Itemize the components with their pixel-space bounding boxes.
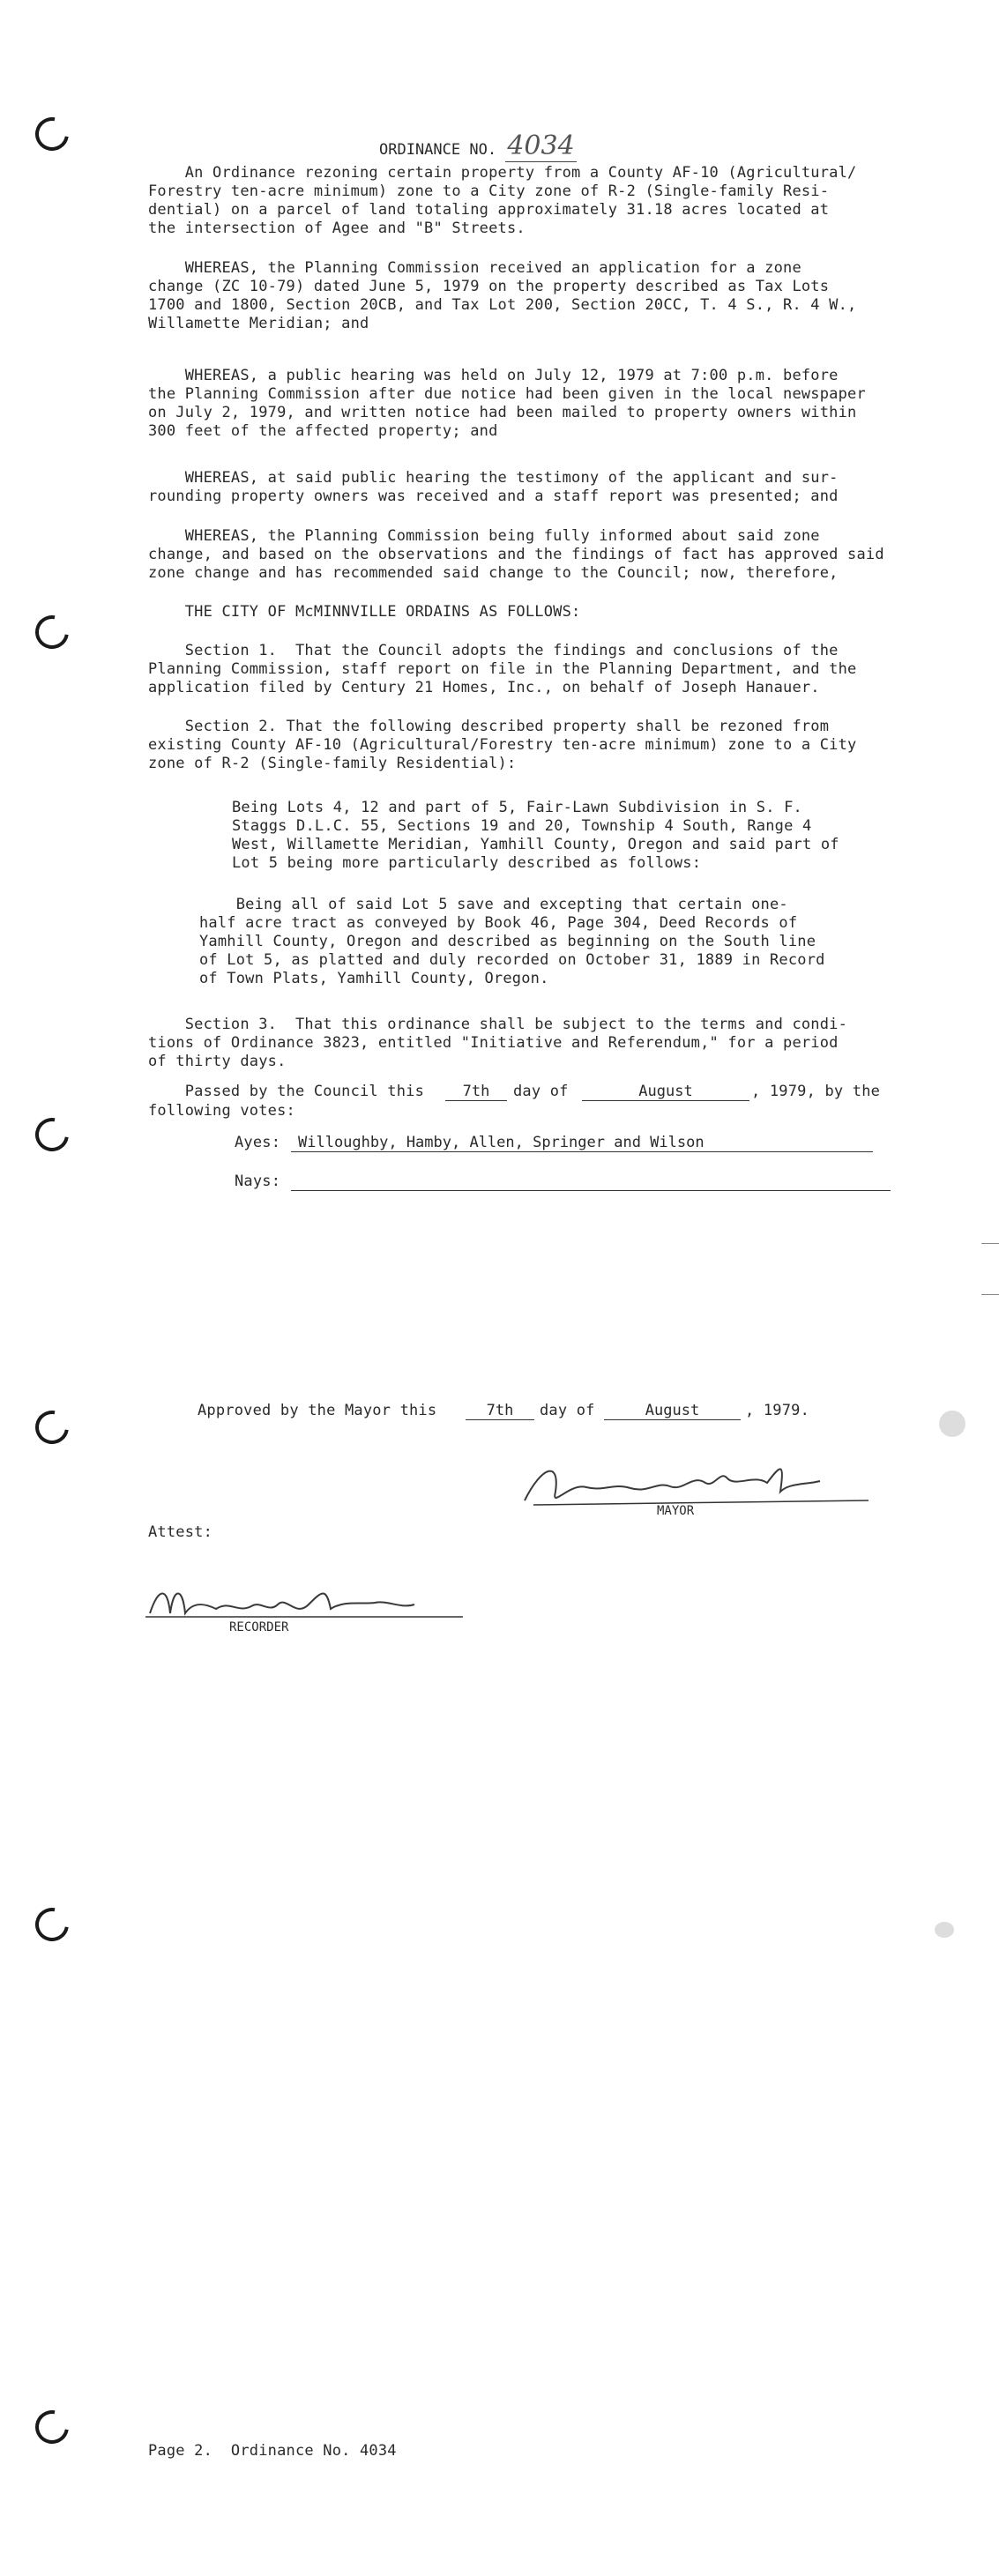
- ayes-label: Ayes:: [235, 1134, 281, 1151]
- scan-edge-line: [981, 1243, 999, 1244]
- passage-day-of: day of: [513, 1083, 569, 1100]
- binder-hole-3: [29, 1112, 76, 1158]
- attest-label: Attest:: [148, 1523, 213, 1541]
- passage-prefix: Passed by the Council this: [148, 1083, 425, 1100]
- binder-hole-5: [29, 1902, 76, 1948]
- ordinance-title: [379, 130, 577, 162]
- ordinance-number-handwritten: 4034: [507, 130, 575, 161]
- passage-votes-line: following votes:: [148, 1102, 295, 1120]
- legal-description-1: Being Lots 4, 12 and part of 5, Fair-Lawn Subdivision in S. F. Staggs D.L.C. 55, Sections 19 and 20, Township 4 South, Range 4 West, Willamette Meridian, Yamhill County, Oregon and said part of Lot 5 being more particularly described as follows:: [232, 799, 839, 872]
- approval-day-of: day of: [540, 1402, 595, 1419]
- section-2: Section 2. That the following described property shall be rezoned from existing County AF-10 (Agricultural/Forestry ten-acre minimum) zone to a City zone of R-2 (Single-family Residential):: [148, 718, 857, 772]
- mayor-signature-scrawl: [516, 1456, 877, 1518]
- legal-description-2: Being all of said Lot 5 save and excepting that certain one- half acre tract as conveyed by Book 46, Page 304, Deed Records of Yamhill County, Oregon and described as beginning on the South line of Lot 5, as platted and duly recorded on October 31, 1889 in Record of Town Plats, Yamhill County, Oregon.: [199, 896, 825, 987]
- mayor-label: MAYOR: [657, 1504, 695, 1518]
- section-1: Section 1. That the Council adopts the findings and conclusions of the Planning Commission, staff report on file in the Planning Department, and the application filed by Century 21 Homes, Inc., on behalf of Joseph Hanauer.: [148, 642, 857, 696]
- whereas-paragraph-4: WHEREAS, the Planning Commission being fully informed about said zone change, and based on the observations and the findings of fact has approved said zone change and has recommended said change to the Council; now, therefore,: [148, 527, 884, 582]
- passage-day-field: 7th: [445, 1083, 507, 1101]
- recorder-label: RECORDER: [229, 1620, 289, 1634]
- whereas-paragraph-2: WHEREAS, a public hearing was held on July 12, 1979 at 7:00 p.m. before the Planning Commission after due notice had been given in the local newspaper on July 2, 1979, and written notice had been mailed to property owners within 300 feet of the affected property; and: [148, 367, 866, 440]
- mayor-signature: [516, 1456, 877, 1527]
- approval-month-field: August: [604, 1402, 741, 1420]
- scan-speck: [935, 1922, 954, 1938]
- passage-month-field: August: [582, 1083, 749, 1101]
- section-3: Section 3. That this ordinance shall be subject to the terms and condi- tions of Ordinance 3823, entitled "Initiative and Referendum," for a period of thirty days.: [148, 1016, 848, 1070]
- approval-prefix: Approved by the Mayor this: [198, 1402, 437, 1419]
- binder-hole-2: [29, 609, 76, 656]
- approval-day-field: 7th: [466, 1402, 534, 1420]
- ayes-field: [291, 1134, 873, 1152]
- scan-speck: [939, 1411, 965, 1437]
- ordinance-title-prefix: ORDINANCE NO.: [379, 141, 497, 159]
- binder-hole-4: [29, 1404, 76, 1451]
- nays-label: Nays:: [235, 1173, 281, 1190]
- nays-field: [291, 1173, 891, 1191]
- page-footer: Page 2. Ordinance No. 4034: [148, 2442, 397, 2460]
- binder-hole-6: [29, 2404, 76, 2451]
- passage-year: , 1979, by the: [751, 1083, 881, 1100]
- whereas-paragraph-1: WHEREAS, the Planning Commission received an application for a zone change (ZC 10-79) dated June 5, 1979 on the property described as Tax Lots 1700 and 1800, Section 20CB, and Tax Lot 200, Section 20CC, T. 4 S., R. 4 W., Willamette Meridian; and: [148, 259, 857, 332]
- scan-edge-line: [981, 1294, 999, 1295]
- approval-year: , 1979.: [745, 1402, 810, 1419]
- recorder-signature-scrawl: [145, 1578, 472, 1631]
- intro-paragraph: An Ordinance rezoning certain property from a County AF-10 (Agricultural/ Forestry ten-acre minimum) zone to a City zone of R-2 (Single-family Resi- dential) on a parcel of land totaling approximately 31.18 acres located at the intersection of Agee and "B" Streets.: [148, 164, 857, 237]
- recorder-signature: [145, 1578, 472, 1640]
- binder-hole-1: [29, 111, 76, 158]
- ordains-heading: THE CITY OF McMINNVILLE ORDAINS AS FOLLOWS:: [148, 603, 581, 621]
- ayes-value: Willoughby, Hamby, Allen, Springer and Wilson: [298, 1134, 705, 1151]
- whereas-paragraph-3: WHEREAS, at said public hearing the testimony of the applicant and sur- rounding property owners was received and a staff report was presented; and: [148, 469, 839, 505]
